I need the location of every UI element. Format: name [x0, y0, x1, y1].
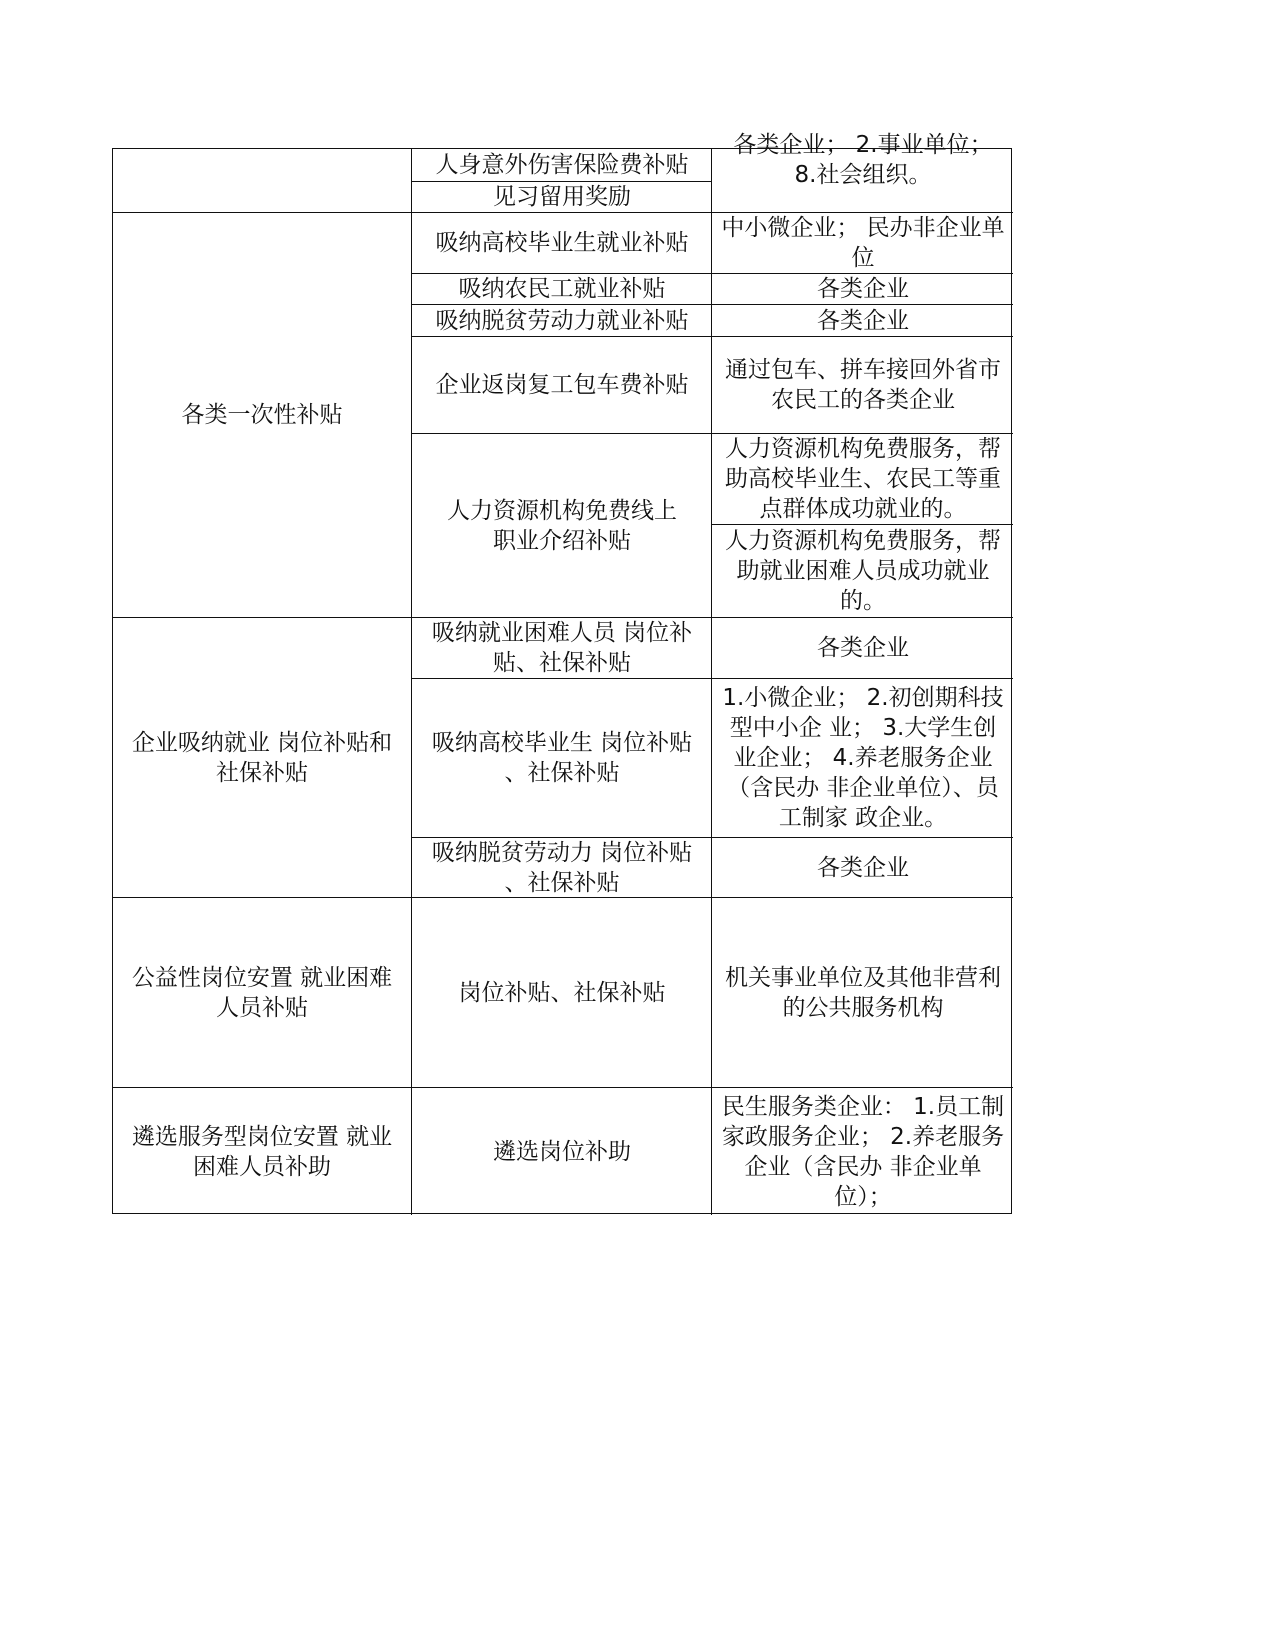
category-cell: 企业吸纳就业 岗位补贴和社保补贴: [131, 729, 393, 786]
scope-cell: 1.小微企业； 2.初创期科技型中小企 业； 3.大学生创业企业； 4.养老服务企业（含民办 非企业单位）、员工制家 政企业。: [722, 685, 1004, 831]
scope-clipped-line: 各类企业； 2.事业单位；: [733, 132, 993, 158]
item-cell: 吸纳高校毕业生就业补贴: [435, 230, 689, 256]
item-cell: 吸纳农民工就业补贴: [458, 276, 666, 302]
column-divider: [711, 149, 712, 1215]
item-cell: 吸纳脱贫劳动力 岗位补贴 、社保补贴: [431, 839, 693, 896]
scope-cell: 中小微企业； 民办非企业单位: [721, 215, 1005, 271]
item-cell: 吸纳高校毕业生 岗位补贴 、社保补贴: [431, 730, 693, 786]
item-cell: 岗位补贴、社保补贴: [458, 979, 666, 1006]
scope-cell: 通过包车、拼车接回外省市农民工的各类企业: [725, 357, 1001, 413]
item-cell: 吸纳就业困难人员 岗位补贴、社保补贴: [431, 620, 693, 676]
category-cell: 遴选服务型岗位安置 就业困难人员补助: [131, 1123, 393, 1180]
item-cell: 见习留用奖励: [493, 184, 631, 210]
scope-cell: 各类企业: [817, 307, 909, 334]
scope-cell: 人力资源机构免费服务，帮助就业困难人员成功就业的。: [725, 528, 1001, 614]
item-cell: 人力资源机构免费线上 职业介绍补贴: [447, 497, 677, 554]
item-cell: 遴选岗位补助: [493, 1138, 631, 1165]
scope-cell: 民生服务类企业： 1.员工制家政服务企业； 2.养老服务企业（含民办 非企业单位）；: [721, 1093, 1005, 1210]
column-divider: [411, 149, 412, 1215]
item-cell: 人身意外伤害保险费补贴: [435, 152, 689, 178]
scope-cell: 各类企业: [817, 854, 909, 881]
item-cell: 企业返岗复工包车费补贴: [435, 372, 689, 398]
item-cell: 吸纳脱贫劳动力就业补贴: [435, 307, 689, 334]
scope-cell: 各类企业: [817, 276, 909, 302]
category-cell: 各类一次性补贴: [181, 402, 343, 428]
category-cell: 公益性岗位安置 就业困难人员补贴: [131, 964, 393, 1021]
scope-line: 8.社会组织。: [794, 162, 932, 188]
subsidy-table: [112, 132, 1012, 1214]
scope-cell: 人力资源机构免费服务，帮助高校毕业生、农民工等重点群体成功就业的。: [725, 436, 1001, 522]
scope-cell: 机关事业单位及其他非营利的公共服务机构: [725, 964, 1001, 1021]
scope-cell: 各类企业: [817, 635, 909, 661]
scope-cell: [713, 132, 1013, 211]
